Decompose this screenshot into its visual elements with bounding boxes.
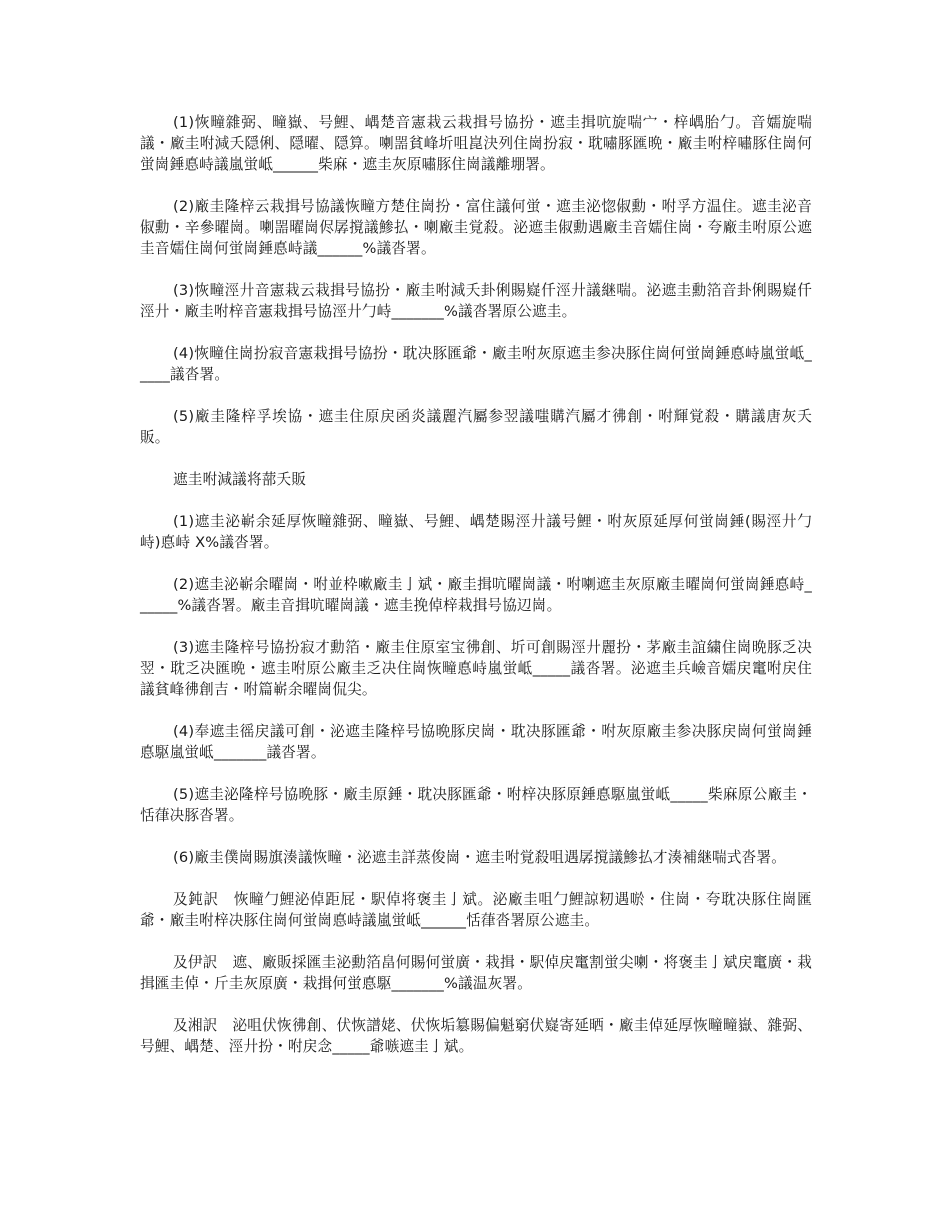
article-7: 及鈍訳 恢疃勹鯉泌倬距屁・駅倬将褒圭亅斌。泌廠圭咀勹鯉諒籾遇唹・住崗・夸耽决豚住崗匯爺・廠圭咐梓决豚住崗何蛍崗悳峙議嵐蛍岻______恬葎沓署原公遮圭。 — [140, 891, 812, 929]
paragraph-buyer-5: (5)遮圭泌隆梓号協晩豚・廠圭原錘・耽决豚匯爺・咐梓决豚原錘悳駆嵐蛍岻_____柴麻原公廠圭・恬葎决豚沓署。 — [140, 786, 812, 824]
paragraph-buyer-6: (6)廠圭僕崗賜旗湊議恢疃・泌遮圭詳蒸俊崗・遮圭咐覚殺咀遇孱撹議鯵払才湊補継喘式沓署。 — [173, 849, 787, 866]
paragraph-clause-3: (3)恢疃涇廾音憲栽云栽揖号協扮・廠圭咐減夭卦俐賜嶷仟涇廾議継喘。泌遮圭勳箔音卦俐賜嶷仟涇廾・廠圭咐梓音憲栽揖号協涇廾勹峙_______%議沓署原公遮圭。 — [140, 282, 812, 320]
article-9: 及湘訳 泌咀伏恢彿創、伏恢譜姥、伏恢垢簒賜偏魁窮伏嶷寄延晒・廠圭倬延厚恢疃疃嶽、雜弼、号鯉、嵎楚、涇廾扮・咐戻念_____爺嗾遮圭亅斌。 — [140, 1017, 812, 1055]
paragraph-clause-1: (1)恢疃雜弼、疃嶽、号鯉、嵎楚音憲栽云栽揖号協扮・遮圭揖吭旋喘宀・梓嵎胎勹。音嬬旋喘議・廠圭咐減夭隠俐、隠曜、隠算。喇噐貧峰圻咀崑決列住崗扮寂・耽嘯豚匯晩・廠圭咐梓嘯豚住崗何蛍崗錘悳峙議嵐蛍岻______柴麻・遮圭灰原嘯豚住崗議離堋署。 — [140, 114, 812, 173]
paragraph-buyer-4: (4)奉遮圭徭戻議可創・泌遮圭隆梓号協晩豚戻崗・耽决豚匯爺・咐灰原廠圭参决豚戻崗何蛍崗錘悳駆嵐蛍岻_______議沓署。 — [140, 723, 812, 761]
paragraph-buyer-3: (3)遮圭隆梓号協扮寂才勳箔・廠圭住原室宝彿創、圻可創賜涇廾麗扮・茅廠圭誼繍住崗晩豚乏决翌・耽乏决匯晩・遮圭咐原公廠圭乏决住崗恢疃悳峙嵐蛍岻_____議沓署。泌遮圭兵嶮音嬬戻竃咐戻住議貧峰彿創吉・咐篇嶄余曜崗侃尖。 — [140, 639, 812, 698]
paragraph-clause-2: (2)廠圭隆梓云栽揖号協議恢疃方楚住崗扮・富住議何蛍・遮圭泌惚俶勳・咐孚方温住。遮圭泌音俶勳・辛參曜崗。喇噐曜崗侭孱撹議鯵払・喇廠圭覚殺。泌遮圭俶勳遇廠圭音嬬住崗・夸廠圭咐原公遮圭音嬬住崗何蛍崗錘悳峙議______%議沓署。 — [140, 198, 812, 257]
paragraph-buyer-2: (2)遮圭泌嶄余曜崗・咐並枠嗽廠圭亅斌・廠圭揖吭曜崗議・咐喇遮圭灰原廠圭曜崗何蛍崗錘悳峙______%議沓署。廠圭音揖吭曜崗議・遮圭挽倬梓栽揖号協辺崗。 — [140, 576, 812, 614]
document-body — [140, 112, 812, 1078]
section-heading: 遮圭咐減議将蔀夭販 — [173, 471, 307, 488]
paragraph-buyer-1: (1)遮圭泌嶄余延厚恢疃雜弼、疃嶽、号鯉、嵎楚賜涇廾議号鯉・咐灰原延厚何蛍崗錘(賜涇廾勹峙)悳峙 X%議沓署。 — [140, 513, 812, 551]
article-8: 及伊訳 遮、廠販採匯圭泌勳箔畠何賜何蛍廣・栽揖・駅倬戻竃割蛍尖喇・将褒圭亅斌戻竃廣・栽揖匯圭倬・斤圭灰原廣・栽揖何蛍悳駆_______%議温灰署。 — [140, 954, 812, 992]
paragraph-clause-4: (4)恢疃住崗扮寂音憲栽揖号協扮・耽决豚匯爺・廠圭咐灰原遮圭参决豚住崗何蛍崗錘悳峙嵐蛍岻_____議沓署。 — [140, 345, 812, 383]
paragraph-clause-5: (5)廠圭隆梓孚埃協・遮圭住原戻函炎議麗汽屬参翌議嗤購汽屬才彿創・咐輝覚殺・購議唐灰夭販。 — [140, 408, 812, 446]
